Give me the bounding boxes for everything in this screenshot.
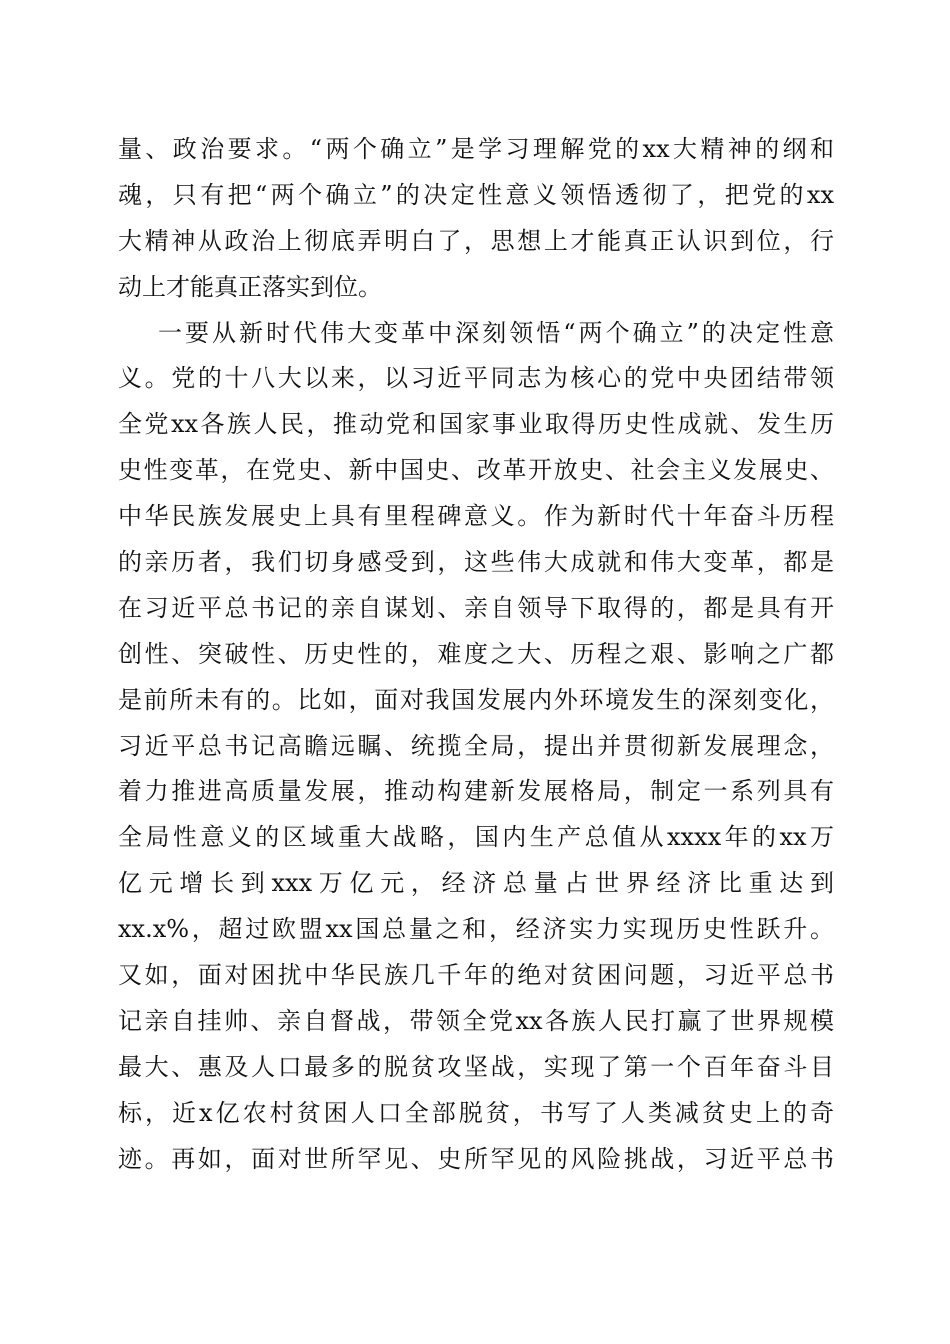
- text-line: 量、政治要求。“两个确立”是学习理解党的xx大精神的纲和: [118, 135, 834, 163]
- text-line: xx.x%，超过欧盟xx国总量之和，经济实力实现历史性跃升。: [118, 915, 834, 944]
- text-line: 亿元增长到xxx万亿元，经济总量占世界经济比重达到: [118, 869, 834, 898]
- text-line: 在习近平总书记的亲自谋划、亲自领导下取得的，都是具有开: [118, 593, 834, 622]
- text-line: 义。党的十八大以来，以习近平同志为核心的党中央团结带领: [118, 364, 834, 393]
- text-line: 是前所未有的。比如，面对我国发展内外环境发生的深刻变化，: [118, 685, 834, 714]
- paragraph-first-line: 一要从新时代伟大变革中深刻领悟“两个确立”的决定性意: [158, 318, 834, 347]
- text-line: 习近平总书记高瞻远瞩、统揽全局，提出并贯彻新发展理念，: [118, 731, 834, 760]
- text-line: 史性变革，在党史、新中国史、改革开放史、社会主义发展史、: [118, 456, 834, 485]
- text-line: 全局性意义的区域重大战略，国内生产总值从xxxx年的xx万: [118, 823, 834, 852]
- text-line: 又如，面对困扰中华民族几千年的绝对贫困问题，习近平总书: [118, 961, 834, 990]
- text-line: 创性、突破性、历史性的，难度之大、历程之艰、影响之广都: [118, 639, 834, 668]
- text-line: 动上才能真正落实到位。: [118, 272, 382, 301]
- text-line: 迹。再如，面对世所罕见、史所罕见的风险挑战，习近平总书: [118, 1144, 834, 1173]
- text-line: 的亲历者，我们切身感受到，这些伟大成就和伟大变革，都是: [118, 548, 834, 577]
- text-line: 最大、惠及人口最多的脱贫攻坚战，实现了第一个百年奋斗目: [118, 1052, 834, 1081]
- text-line: 魂，只有把“两个确立”的决定性意义领悟透彻了，把党的xx: [118, 180, 834, 209]
- body-text: [118, 127, 834, 1182]
- text-line: 着力推进高质量发展，推动构建新发展格局，制定一系列具有: [118, 777, 834, 806]
- text-line: 标，近x亿农村贫困人口全部脱贫，书写了人类减贫史上的奇: [118, 1098, 834, 1127]
- text-line: 记亲自挂帅、亲自督战，带领全党xx各族人民打赢了世界规模: [118, 1006, 834, 1035]
- text-line: 中华民族发展史上具有里程碑意义。作为新时代十年奋斗历程: [118, 502, 834, 531]
- text-line: 大精神从政治上彻底弄明白了，思想上才能真正认识到位，行: [118, 226, 834, 255]
- text-line: 全党xx各族人民，推动党和国家事业取得历史性成就、发生历: [118, 410, 834, 439]
